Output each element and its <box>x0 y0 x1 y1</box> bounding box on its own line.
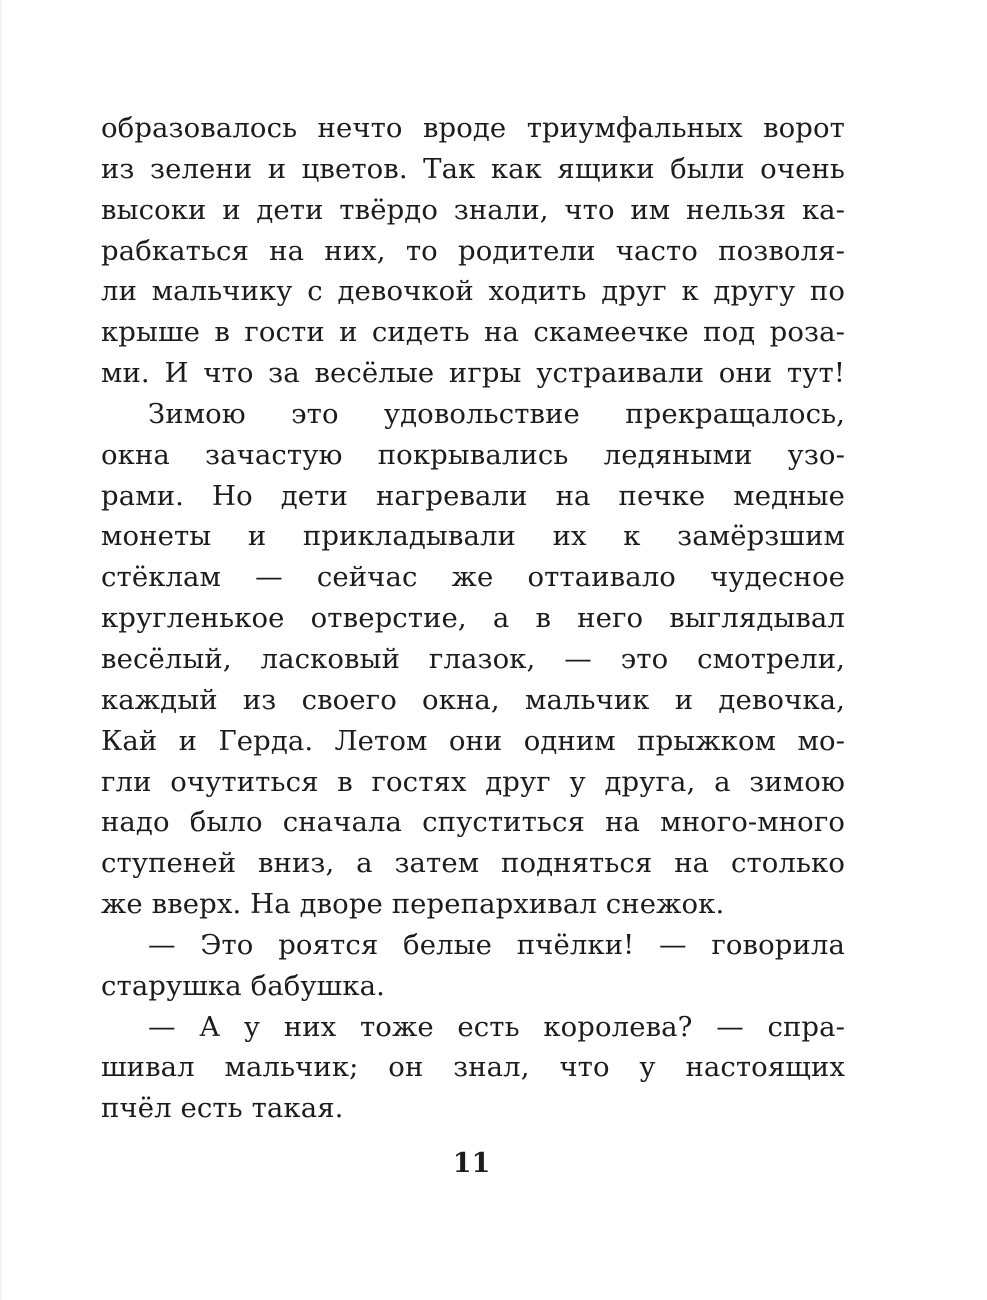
text-line: пчёл есть такая. <box>101 1092 344 1125</box>
paragraph <box>101 108 845 394</box>
page-body <box>101 108 845 1129</box>
text-line: ми. И что за весёлые игры устраивали они тут! <box>101 357 845 390</box>
text-line: — Это роятся белые пчёлки! — говорила <box>148 928 845 961</box>
paragraph <box>101 1007 845 1130</box>
paragraph <box>101 394 845 925</box>
text-line: весёлый, ласковый глазок, — это смотрели, <box>101 642 845 675</box>
text-line: монеты и прикладывали их к замёрзшим <box>101 520 845 553</box>
paragraph <box>101 925 845 1007</box>
text-line: — А у них тоже есть королева? — спра- <box>148 1010 845 1043</box>
text-line: старушка бабушка. <box>101 969 385 1002</box>
text-line: рабкаться на них, то родители часто позволя- <box>101 234 845 267</box>
text-line: надо было сначала спуститься на много-много <box>101 806 845 839</box>
page-number: 11 <box>452 1148 491 1179</box>
text-line: образовалось нечто вроде триумфальных ворот <box>101 112 845 144</box>
text-line: Кай и Герда. Летом они одним прыжком мо- <box>101 724 845 757</box>
text-line: крыше в гости и сидеть на скамеечке под роза- <box>101 316 845 349</box>
text-line: стёклам — сейчас же оттаивало чудесное <box>101 561 845 594</box>
text-line: гли очутиться в гостях друг у друга, а зимою <box>101 765 845 798</box>
text-line: окна зачастую покрывались ледяными узо- <box>101 438 845 471</box>
text-line: кругленькое отверстие, а в него выглядывал <box>101 602 845 635</box>
text-line: рами. Но дети нагревали на печке медные <box>101 479 845 512</box>
text-line: каждый из своего окна, мальчик и девочка, <box>101 683 845 716</box>
text-line: шивал мальчик; он знал, что у настоящих <box>101 1051 845 1084</box>
page-edge-shadow <box>0 0 2 1300</box>
text-line: высоки и дети твёрдо знали, что им нельзя ка- <box>101 193 845 226</box>
text-line: ли мальчику с девочкой ходить друг к другу по <box>101 275 845 308</box>
text-line: из зелени и цветов. Так как ящики были очень <box>101 152 845 185</box>
text-line: ступеней вниз, а затем подняться на столько <box>101 847 845 880</box>
text-line: Зимою это удовольствие прекращалось, <box>148 397 845 430</box>
text-line: же вверх. На дворе перепархивал снежок. <box>101 888 725 921</box>
